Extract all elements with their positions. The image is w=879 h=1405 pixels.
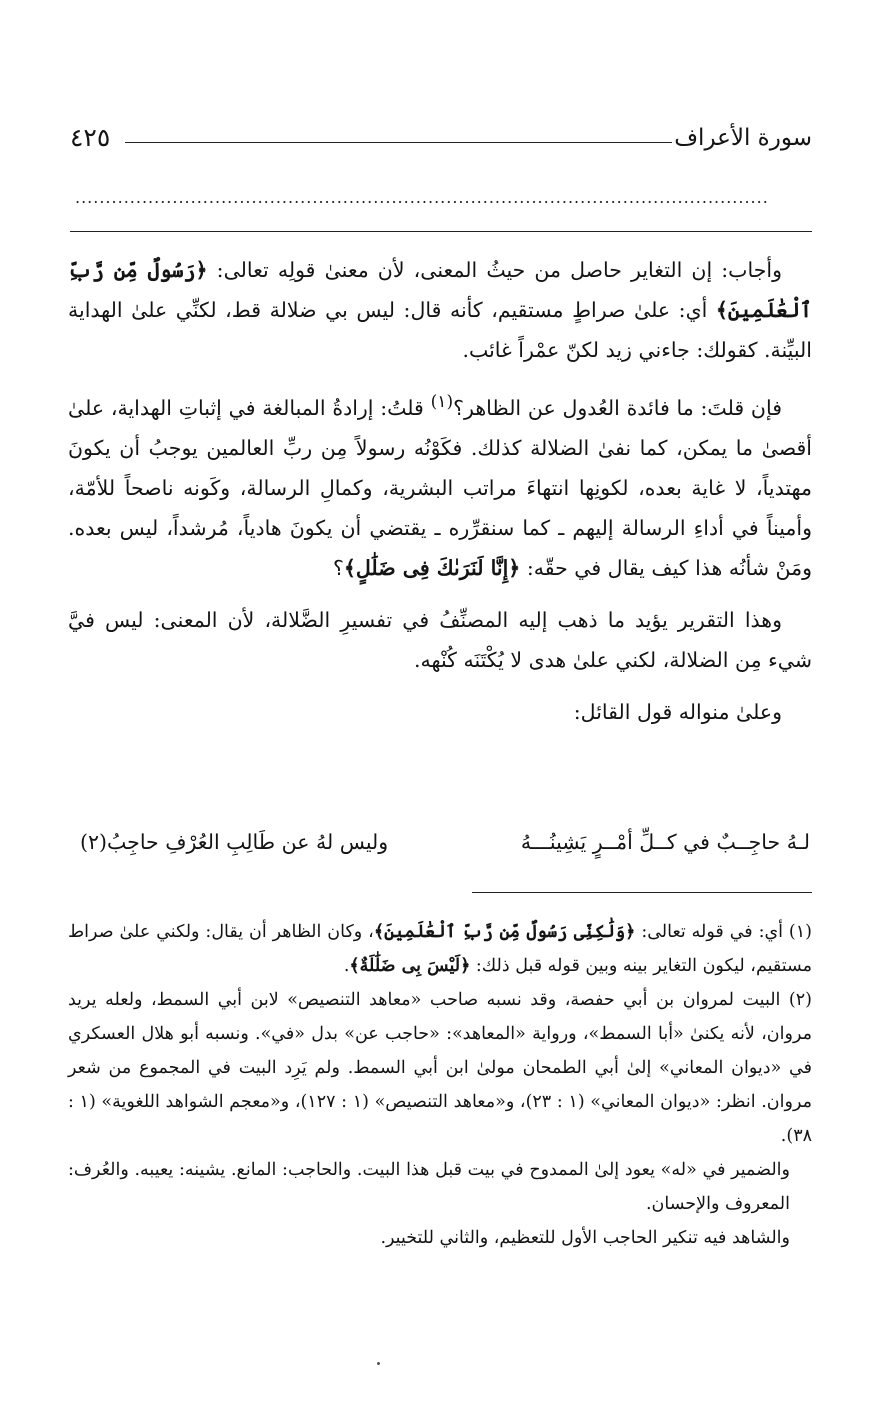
verse-second-hemistich: وليس لهُ عن طَالِبِ العُرْفِ حاجِبُ(٢) <box>80 830 389 854</box>
scan-speck <box>377 1362 380 1365</box>
footnote-2: (٢) البيت لمروان بن أبي حفصة، وقد نسبه صاحب «معاهد التنصيص» لابن أبي السمط، ولعله يريد مروان، لأنه يكنىٰ «أبا السمط»، ورواية «المعاهد»: «حاجب عن» بدل «في». ونسبه أبو هلال العسكري في «ديوان المعاني» إلىٰ أبي الطمحان مولىٰ ابن أبي السمط. ولم يَرِد البيت في المجموع من شعر مروان. انظر: «ديوان المعاني» (١ : ٢٣)، و«معاهد التنصيص» (١ : ١٢٧)، و«معجم الشواهد اللغوية» (١ : ٣٨). <box>68 990 812 1146</box>
header-rule <box>125 142 672 143</box>
dotted-separator: .................................................................................................................. <box>75 188 769 207</box>
footnotes <box>68 915 812 1255</box>
quran-quote-1: ﴿رَسُولٌ مِّن رَّبِّ ٱلْعَٰلَمِينَ﴾ <box>68 258 812 322</box>
poetry-verse <box>80 822 810 862</box>
body-text <box>68 250 812 744</box>
verse-first-hemistich: لـهُ حاجِــبٌ في كــلِّ أمْــرٍ يَشِينُـــهُ <box>520 830 810 854</box>
footnote-2-continuation-2: والشاهد فيه تنكير الحاجب الأول للتعظيم، والثاني للتخيير. <box>380 1228 790 1248</box>
page-number: ٤٢٥ <box>70 123 111 152</box>
paragraph-2 <box>68 382 812 588</box>
footnote-rule <box>472 892 812 893</box>
paragraph-1 <box>68 250 812 370</box>
paragraph-1-text-b: أي: علىٰ صراطٍ مستقيم، كأنه قال: ليس بي ضلالة قط، لكنِّي علىٰ الهداية البيِّنة. كقولك: جاءني زيد لكنّ عمْراً غائب. <box>68 298 812 362</box>
paragraph-2-text-c: ؟ <box>332 555 344 580</box>
footnote-1-text-c: . <box>343 956 350 976</box>
footnote-1-quran-quote-1: ﴿وَلَٰكِنِّى رَسُولٌ مِّن رَّبِّ ٱلْعَٰلَمِينَ﴾ <box>373 922 636 942</box>
footnote-1-text-a: (١) أي: في قوله تعالى: <box>635 922 812 942</box>
paragraph-4: وعلىٰ منواله قول القائل: <box>573 699 782 724</box>
surah-title: سورة الأعراف <box>674 125 812 151</box>
paragraph-2-text-a: فإن قلتَ: ما فائدة العُدول عن الظاهر؟ <box>453 395 782 420</box>
page-header <box>70 118 812 158</box>
footnote-1 <box>68 915 812 983</box>
footnote-1-quran-quote-2: ﴿لَيْسَ بِى ضَلَٰلَةٌ﴾ <box>349 956 471 976</box>
footnote-ref-1: (١) <box>430 392 454 412</box>
paragraph-1-text-a: وأجاب: إن التغاير حاصل من حيثُ المعنى، لأن معنىٰ قولِه تعالى: <box>207 258 782 282</box>
paragraph-2-text-b: قلتُ: إرادةُ المبالغة في إثباتِ الهداية، علىٰ أقصىٰ ما يمكن، كما نفىٰ الضلالة كذلك. فكَوْنُه رسولاً مِن ربِّ العالمين يوجبُ أن يكونَ مهتدياً، لا غاية بعده، لكونِها انتهاءَ مراتب البشرية، وكمالِ الرسالة، وكَونه ناصحاً للأمّة، وأميناً في أداءِ الرسالة إليهم ـ كما سنقرِّره ـ يقتضي أن يكونَ هادياً، مُرشداً، ليس بعده. ومَنْ شأنُه هذا كيف يقال في حقّه: <box>68 395 812 580</box>
footnote-1-text-b: ، وكان الظاهر أن يقال: ولكني علىٰ صراط مستقيم، ليكون التغاير بينه وبين قوله قبل ذلك: <box>68 922 812 976</box>
quran-quote-2: ﴿إِنَّا لَنَرَىٰكَ فِى ضَلَٰلٍ﴾ <box>343 555 521 580</box>
footnote-2-continuation-1: والضمير في «له» يعود إلىٰ الممدوح في بيت قبل هذا البيت. والحاجب: المانع. يشينه: يعيبه. والعُرف: المعروف والإحسان. <box>68 1160 790 1214</box>
paragraph-3: وهذا التقرير يؤيد ما ذهب إليه المصنِّفُ في تفسيرِ الضَّلالة، لأن المعنى: ليس فيَّ شيء مِن الضلالة، لكني علىٰ هدى لا يُكْتَنَه كُنْهه. <box>68 607 812 672</box>
main-rule <box>70 231 812 232</box>
